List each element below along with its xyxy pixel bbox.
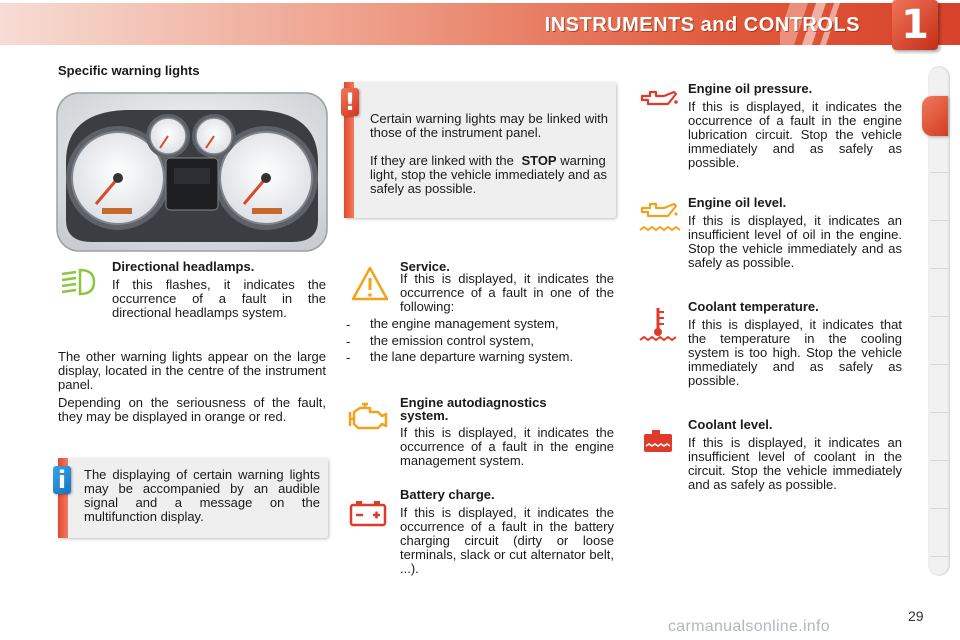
instrument-panel-image (56, 92, 328, 252)
info-icon: i (53, 466, 71, 494)
chapter-tab-bar (928, 66, 950, 576)
tab-divider (930, 316, 948, 317)
service-text: If this is displayed, it indicates the occurrence of a fault in one of the following: (400, 271, 614, 314)
coolant-temperature-text: If this is displayed, it indicates that the temperature in the cooling system is too high. Stop the vehicle immediately and as safely as possible. (688, 317, 902, 388)
coolant-level-title: Coolant level. (688, 417, 773, 432)
warning-note-paragraph-1: Certain warning lights may be linked with those of the instrument panel. (370, 111, 608, 140)
oil-level-icon (636, 200, 682, 236)
autodiag-title-line-2: system. (400, 408, 449, 423)
autodiag-title-line-1: Engine autodiagnostics (400, 395, 547, 410)
service-item-1: the engine management system, (370, 316, 559, 331)
bullet-dash: - (346, 350, 351, 365)
stop-label: STOP (521, 153, 557, 168)
tab-divider (930, 220, 948, 221)
other-lights-paragraph-2: Depending on the seriousness of the fault, they may be displayed in orange or red. (58, 395, 326, 424)
oil-level-title: Engine oil level. (688, 195, 787, 210)
page-header (0, 0, 960, 50)
other-lights-paragraph-1: The other warning lights appear on the large display, located in the centre of the instrument panel. (58, 349, 326, 392)
oil-pressure-title: Engine oil pressure. (688, 81, 813, 96)
tab-divider (930, 268, 948, 269)
tab-divider (930, 172, 948, 173)
warning-note-text-pre: If they are linked with the (370, 153, 514, 168)
bullet-dash: - (346, 317, 351, 332)
info-note-text: The displaying of certain warning lights may be accompanied by an audible signal and a message on the multifunction display. (84, 467, 320, 524)
oil-level-text: If this is displayed, it indicates an insufficient level of oil in the engine. Stop the vehicle immediately and as safely as possible. (688, 213, 902, 270)
autodiag-text: If this is displayed, it indicates the occurrence of a fault in the engine management system. (400, 425, 614, 468)
directional-headlamp-icon (58, 266, 98, 298)
coolant-level-icon (640, 428, 676, 456)
coolant-level-text: If this is displayed, it indicates an insufficient level of coolant in the circuit. Stop the vehicle immediately and as safely as possible. (688, 435, 902, 492)
watermark: carmanualsonline.info (668, 618, 830, 635)
coolant-temperature-title: Coolant temperature. (688, 299, 819, 314)
chapter-title: INSTRUMENTS and CONTROLS (544, 14, 860, 36)
bullet-dash: - (346, 334, 351, 349)
tab-divider (930, 364, 948, 365)
exclamation-icon: ! (341, 88, 359, 116)
tab-divider (930, 412, 948, 413)
engine-icon (346, 400, 390, 434)
directional-headlamps-text: If this flashes, it indicates the occurrence of a fault in the directional headlamps system. (112, 277, 326, 320)
battery-text: If this is displayed, it indicates the occurrence of a fault in the battery charging circuit (dirty or loose terminals, slack or cut alternator belt, ...). (400, 505, 614, 576)
warning-triangle-icon (350, 264, 390, 304)
oil-can-icon (638, 86, 680, 112)
oil-pressure-text: If this is displayed, it indicates the occurrence of a fault in the engine lubrication circuit. Stop the vehicle immediately and as safely as possible. (688, 99, 902, 170)
directional-headlamps-title: Directional headlamps. (112, 259, 255, 274)
tab-divider (930, 556, 948, 557)
warning-note-text-post: warning light, stop the vehicle immediately and as safely as possible. (370, 153, 608, 196)
service-item-3: the lane departure warning system. (370, 349, 574, 364)
tab-divider (930, 508, 948, 509)
chapter-number-badge: 1 (892, 0, 938, 50)
battery-icon (348, 498, 388, 528)
warning-note-box (344, 82, 616, 218)
service-title: Service. (400, 259, 450, 274)
section-title: Specific warning lights (58, 63, 200, 78)
battery-title: Battery charge. (400, 487, 495, 502)
warning-note-paragraph-2 (370, 154, 608, 196)
page-number: 29 (908, 608, 924, 624)
active-chapter-tab[interactable] (922, 96, 948, 136)
tab-divider (930, 460, 948, 461)
service-item-2: the emission control system, (370, 333, 535, 348)
thermometer-icon (638, 304, 678, 344)
